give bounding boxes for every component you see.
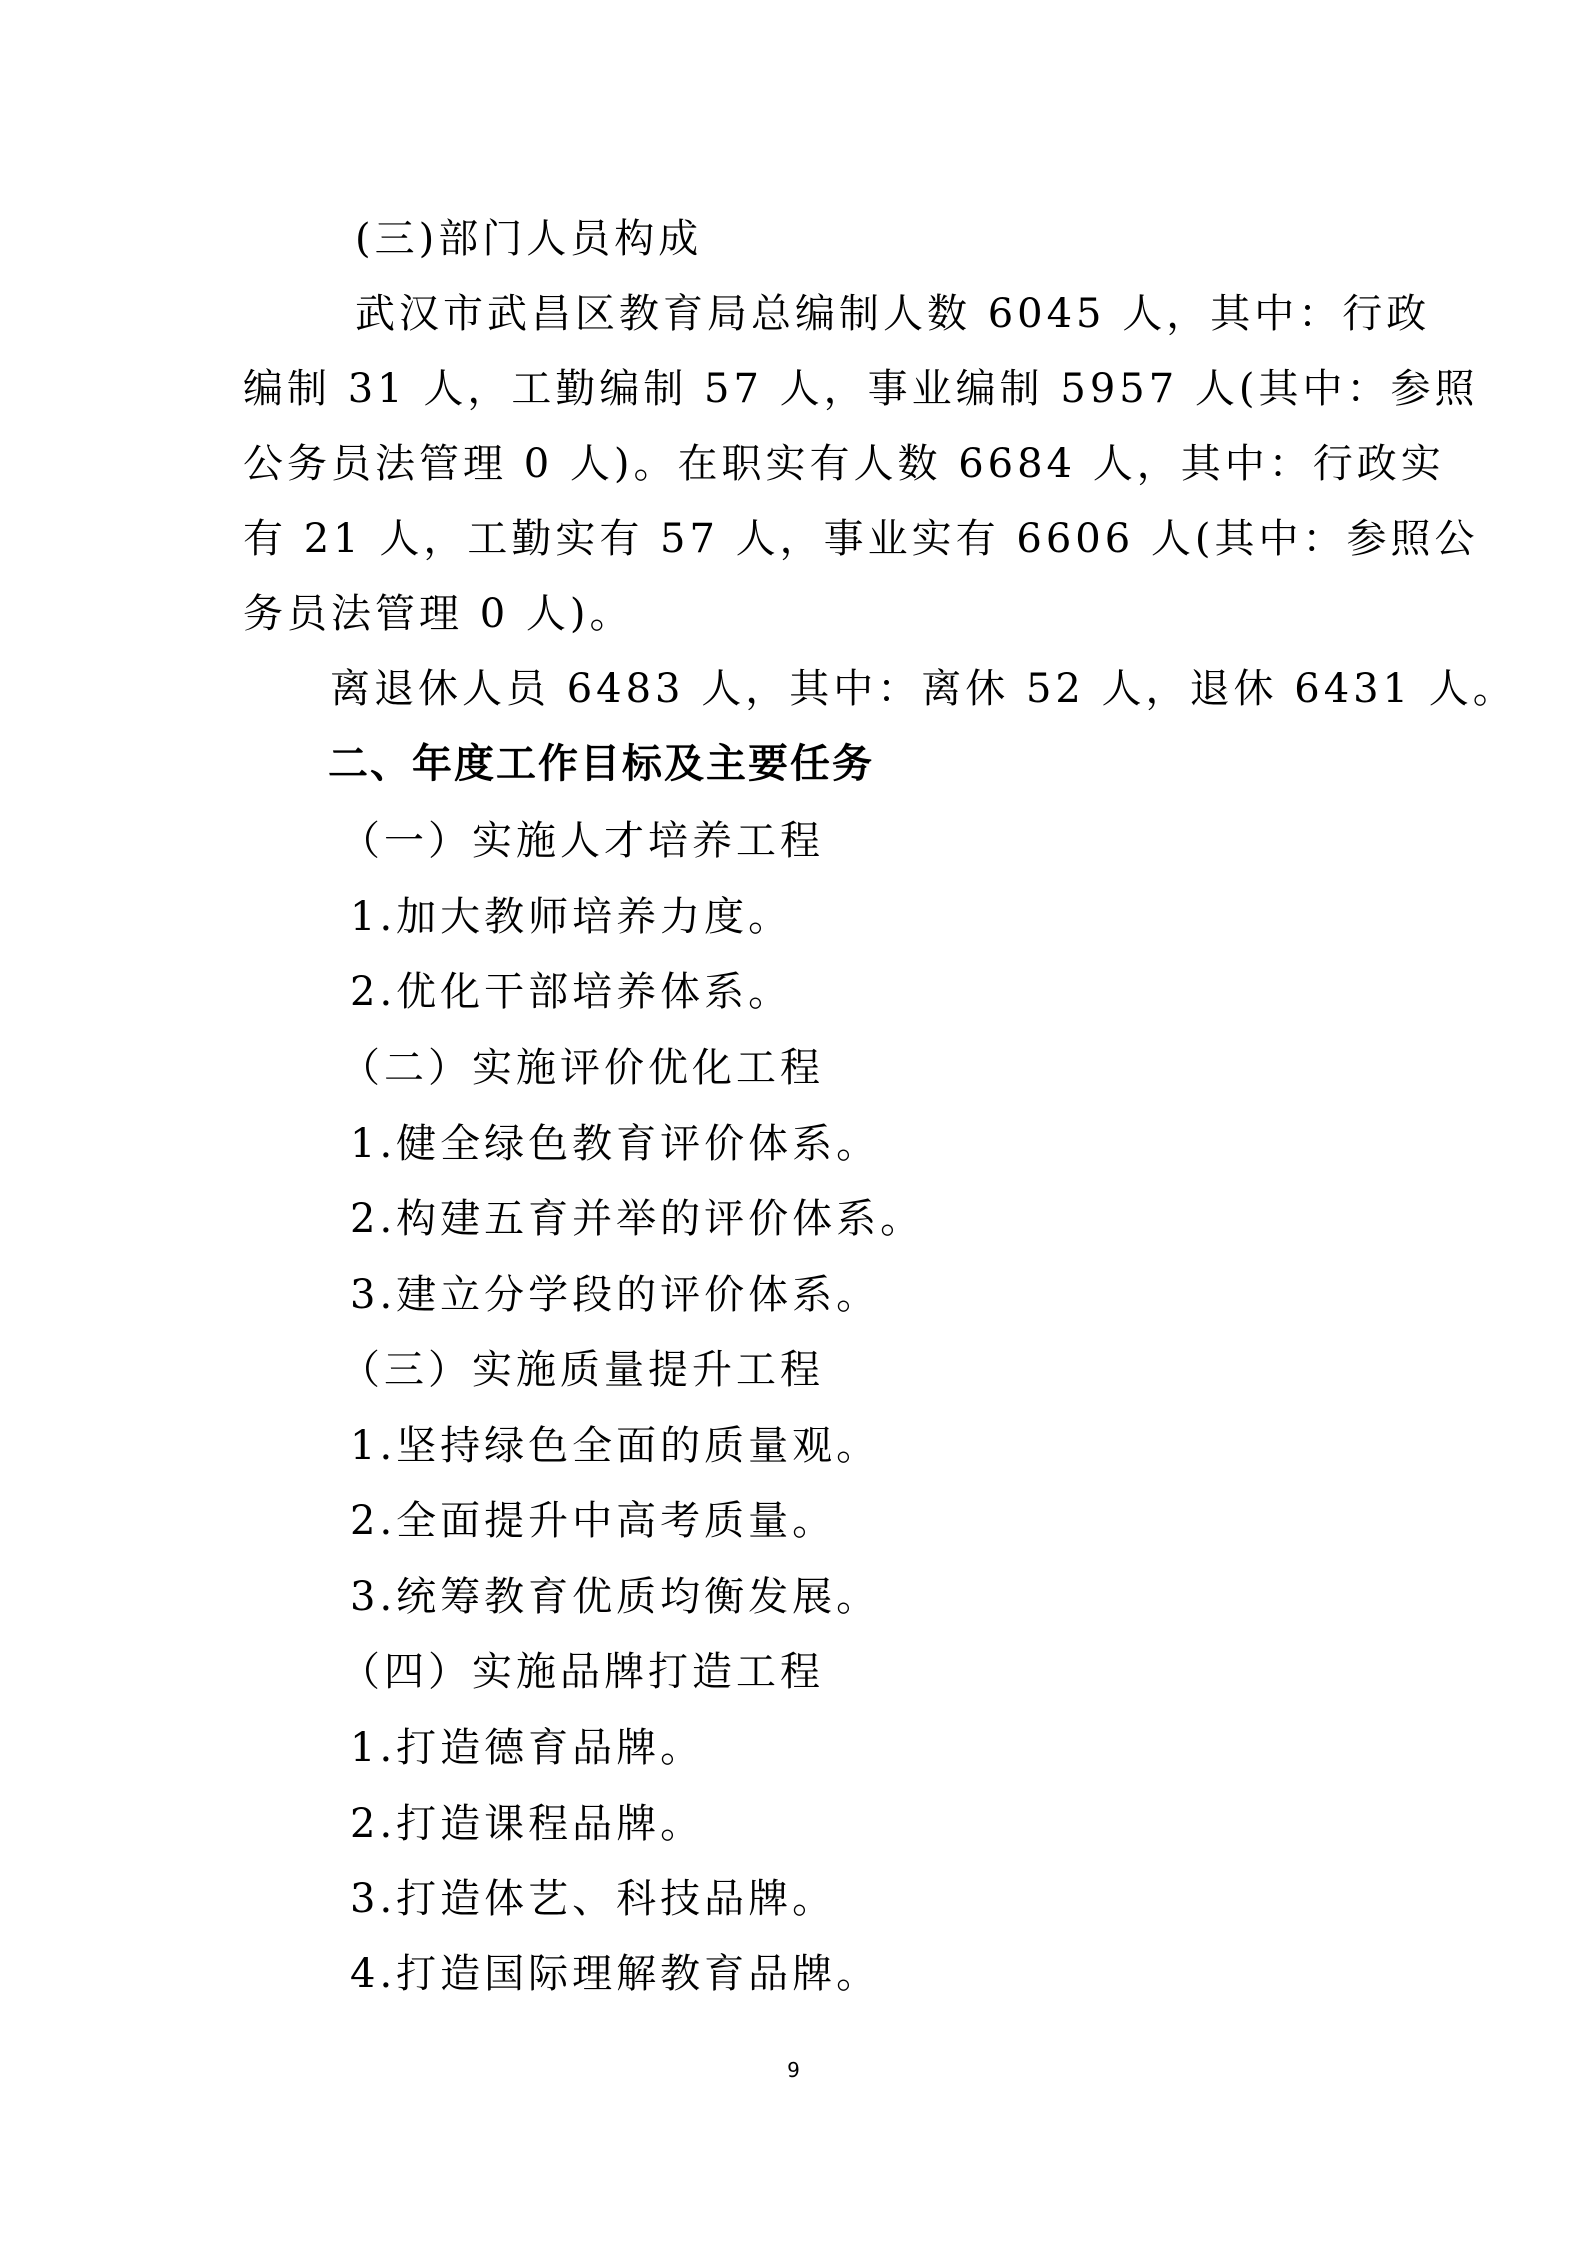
personnel-paragraph-line: 武汉市武昌区教育局总编制人数 6045 人，其中：行政: [355, 291, 1431, 337]
personnel-paragraph-line: 务员法管理 0 人)。: [243, 591, 634, 637]
task-group-title: （三）实施质量提升工程: [340, 1347, 824, 1393]
personnel-paragraph-line: 公务员法管理 0 人)。在职实有人数 6684 人，其中：行政实: [243, 441, 1445, 487]
retired-personnel-paragraph: 离退休人员 6483 人，其中：离休 52 人，退休 6431 人。: [330, 666, 1517, 712]
personnel-paragraph-line: 有 21 人，工勤实有 57 人，事业实有 6606 人(其中：参照公: [243, 516, 1479, 562]
task-group-title: （二）实施评价优化工程: [340, 1045, 824, 1091]
task-item: 3.打造体艺、科技品牌。: [350, 1876, 837, 1922]
task-item: 3.统筹教育优质均衡发展。: [350, 1574, 881, 1620]
task-item: 1.坚持绿色全面的质量观。: [350, 1423, 881, 1469]
task-item: 2.构建五育并举的评价体系。: [350, 1196, 925, 1242]
page-number: 9: [787, 2058, 800, 2082]
personnel-paragraph-line: 编制 31 人，工勤编制 57 人，事业编制 5957 人(其中：参照: [243, 366, 1479, 412]
task-item: 1.加大教师培养力度。: [350, 894, 793, 940]
chapter-heading: 二、年度工作目标及主要任务: [328, 741, 874, 787]
section-title-personnel: (三)部门人员构成: [355, 216, 703, 262]
task-item: 4.打造国际理解教育品牌。: [350, 1951, 881, 1997]
task-item: 1.健全绿色教育评价体系。: [350, 1121, 881, 1167]
task-item: 2.优化干部培养体系。: [350, 969, 793, 1015]
task-group-title: （一）实施人才培养工程: [340, 818, 824, 864]
task-item: 2.全面提升中高考质量。: [350, 1498, 837, 1544]
task-item: 3.建立分学段的评价体系。: [350, 1272, 881, 1318]
task-group-title: （四）实施品牌打造工程: [340, 1649, 824, 1695]
task-item: 2.打造课程品牌。: [350, 1801, 705, 1847]
task-item: 1.打造德育品牌。: [350, 1725, 705, 1771]
